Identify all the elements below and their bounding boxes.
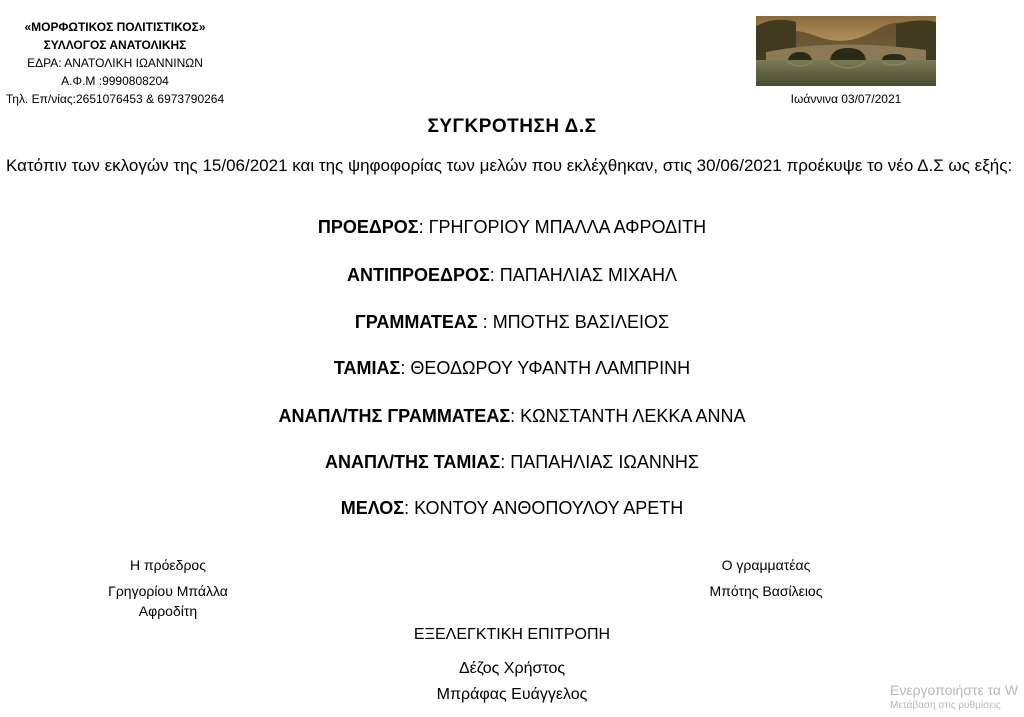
board-member-row bbox=[0, 403, 1024, 429]
board-member-row bbox=[0, 214, 1024, 240]
role-separator: : bbox=[418, 217, 429, 237]
role-separator: : bbox=[500, 452, 511, 472]
association-header bbox=[4, 18, 226, 108]
header-vat-number: Α.Φ.Μ :9990808204 bbox=[61, 74, 169, 88]
role-separator: : bbox=[489, 265, 500, 285]
board-member-name: ΘΕΟΔΩΡΟΥ ΥΦΑΝΤΗ ΛΑΜΠΡΙΝΗ bbox=[410, 358, 691, 378]
board-member-name: ΚΩΝΣΤΑΝΤΗ ΛΕΚΚΑ ΑΝΝΑ bbox=[520, 406, 746, 426]
audit-member: Δέζος Χρήστος bbox=[458, 660, 566, 677]
board-member-row bbox=[0, 355, 1024, 381]
intro-paragraph: Κατόπιν των εκλογών της 15/06/2021 και της ψηφοφορίας των μελών που εκλέχθηκαν, στις 30/06/2021 προέκυψε το νέο Δ.Σ ως εξής: bbox=[6, 156, 1013, 175]
board-member-row bbox=[0, 309, 1024, 335]
document-title: ΣΥΓΚΡΟΤΗΣΗ Δ.Σ bbox=[427, 116, 597, 137]
board-member-name: ΠΑΠΑΗΛΙΑΣ ΜΙΧΑΗΛ bbox=[499, 265, 677, 285]
watermark-line-1: Ενεργοποιήστε τα W bbox=[890, 682, 1019, 698]
board-role: ΠΡΟΕΔΡΟΣ bbox=[317, 217, 419, 237]
board-member-name: ΠΑΠΑΗΛΙΑΣ ΙΩΑΝΝΗΣ bbox=[510, 452, 700, 472]
signature-secretary bbox=[686, 555, 846, 601]
board-member-row bbox=[0, 262, 1024, 288]
audit-committee-title: ΕΞΕΛΕΓΚΤΙΚΗ ΕΠΙΤΡΟΠΗ bbox=[413, 626, 611, 643]
header-seat: ΕΔΡΑ: ΑΝΑΤΟΛΙΚΗ ΙΩΑΝΝΙΝΩΝ bbox=[27, 56, 203, 70]
board-role: ΑΝΤΙΠΡΟΕΔΡΟΣ bbox=[347, 265, 490, 285]
audit-member: Μπράφας Ευάγγελος bbox=[436, 686, 588, 703]
board-role: ΑΝΑΠΛ/ΤΗΣ ΓΡΑΜΜΑΤΕΑΣ bbox=[278, 406, 511, 426]
role-separator: : bbox=[404, 498, 415, 518]
role-separator: : bbox=[477, 312, 493, 332]
watermark-line-2: Μετάβαση στις ρυθμίσεις bbox=[890, 700, 1001, 711]
header-line-1: «ΜΟΡΦΩΤΙΚΟΣ ΠΟΛΙΤΙΣΤΙΚΟΣ» bbox=[24, 20, 206, 34]
board-member-name: ΚΟΝΤΟΥ ΑΝΘΟΠΟΥΛΟΥ ΑΡΕΤΗ bbox=[414, 498, 684, 518]
role-separator: : bbox=[400, 358, 411, 378]
document-date: Ιωάννινα 03/07/2021 bbox=[790, 92, 902, 106]
signature-title: Ο γραμματέας bbox=[721, 557, 811, 573]
board-member-name: ΜΠΟΤΗΣ ΒΑΣΙΛΕΙΟΣ bbox=[492, 312, 670, 332]
role-separator: : bbox=[510, 406, 521, 426]
board-member-row bbox=[0, 449, 1024, 475]
signature-title: Η πρόεδρος bbox=[130, 557, 206, 573]
board-member-row bbox=[0, 495, 1024, 521]
activation-watermark bbox=[890, 681, 1018, 713]
header-line-2: ΣΥΛΛΟΓΟΣ ΑΝΑΤΟΛΙΚΗΣ bbox=[43, 38, 187, 52]
signature-president bbox=[78, 555, 258, 621]
board-role: ΑΝΑΠΛ/ΤΗΣ ΤΑΜΙΑΣ bbox=[324, 452, 501, 472]
header-phone: Τηλ. Επ/νίας:2651076453 & 6973790264 bbox=[5, 92, 225, 106]
board-member-name: ΓΡΗΓΟΡΙΟΥ ΜΠΑΛΛΑ ΑΦΡΟΔΙΤΗ bbox=[428, 217, 707, 237]
bridge-photo bbox=[756, 16, 936, 86]
signature-name: Γρηγορίου Μπάλλα Αφροδίτη bbox=[108, 583, 228, 619]
board-role: ΓΡΑΜΜΑΤΕΑΣ bbox=[354, 312, 478, 332]
board-role: ΜΕΛΟΣ bbox=[340, 498, 405, 518]
board-role: ΤΑΜΙΑΣ bbox=[333, 358, 401, 378]
signature-name: Μπότης Βασίλειος bbox=[709, 583, 823, 599]
